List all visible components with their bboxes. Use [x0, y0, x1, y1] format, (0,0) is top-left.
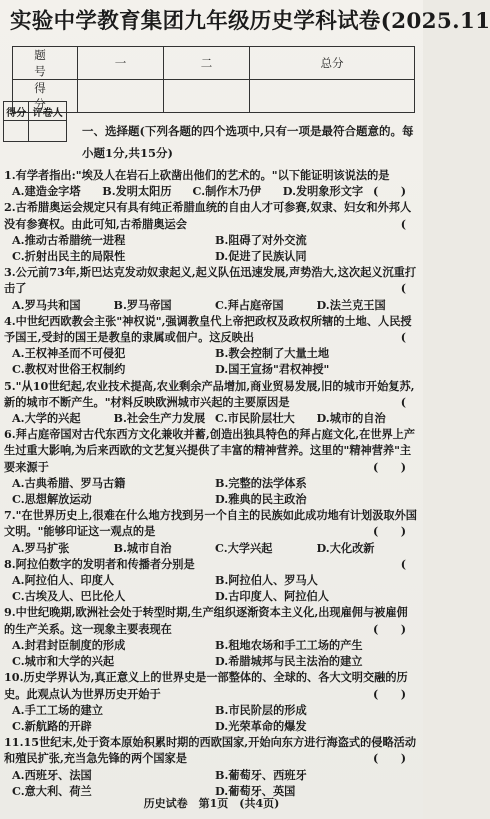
answer-bracket: ( )	[373, 524, 406, 539]
option-a: A.王权神圣而不可侵犯	[12, 346, 126, 361]
answer-bracket: ( )	[373, 686, 406, 701]
score-table-header-row	[13, 47, 415, 80]
question-stem	[4, 734, 418, 766]
option-list	[4, 572, 418, 604]
question-7	[4, 507, 418, 556]
option-c: C.城市和大学的兴起	[12, 654, 115, 669]
grader-box	[3, 101, 67, 142]
score-cell-blank	[78, 80, 164, 113]
option-b: B.罗马帝国	[113, 297, 172, 312]
question-text: 3.公元前73年,斯巴达克发动奴隶起义,起义队伍迅速发展,声势浩大,这次起义沉重打击了	[4, 265, 417, 296]
answer-bracket: ( )	[373, 621, 406, 636]
option-list	[4, 702, 418, 734]
option-b: B.城市自治	[113, 540, 172, 555]
question-6	[4, 426, 418, 507]
score-cell-total: 总分	[249, 47, 414, 80]
score-cell-blank	[163, 80, 249, 113]
option-list	[4, 637, 418, 669]
option-b: B.市民阶层的形成	[215, 702, 307, 717]
option-list	[4, 540, 418, 556]
option-list	[4, 297, 418, 313]
option-a: A.罗马扩张	[12, 540, 70, 555]
score-table	[12, 46, 415, 113]
option-d: D.促进了民族认同	[215, 249, 307, 264]
question-11	[4, 734, 418, 799]
option-c: C.折射出民主的局限性	[12, 249, 126, 264]
question-3	[4, 264, 418, 313]
question-stem	[4, 426, 418, 475]
answer-bracket: (	[400, 216, 406, 231]
question-stem	[4, 556, 418, 572]
question-text: 1.有学者指出:"埃及人在岩石上砍凿出他们的艺术的。"以下能证明该说法的是	[4, 168, 390, 182]
option-d: D.大化改新	[316, 540, 375, 555]
question-text: 10.历史学界认为,真正意义上的世界史是一部整体的、全球的、各大文明交融的历史。此观点认为世界历史开始于	[4, 670, 408, 701]
option-d: D.国王宣扬"君权神授"	[215, 362, 330, 377]
option-d: D.雅典的民主政治	[215, 492, 307, 507]
option-a: A.封君封臣制度的形成	[12, 637, 126, 652]
option-c: C.古埃及人、巴比伦人	[12, 589, 126, 604]
grader-name-label: 评卷人	[29, 102, 67, 121]
question-text: 4.中世纪西欧教会主张"神权说",强调教皇代上帝把政权及政权所辖的土地、人民授予国王,受封的国王是教皇的隶属或佃户。这反映出	[4, 313, 412, 345]
answer-bracket: (	[400, 394, 406, 409]
option-c: C.新航路的开辟	[12, 718, 92, 733]
option-d: D.葡萄牙、英国	[215, 783, 296, 798]
grader-name-blank	[29, 121, 67, 142]
question-10	[4, 669, 418, 734]
option-d: D.发明象形文字	[282, 184, 364, 199]
option-c: C.大学兴起	[215, 540, 273, 555]
option-a: A.大学的兴起	[12, 411, 81, 426]
score-cell-label: 题 号	[13, 47, 78, 80]
option-list	[4, 410, 418, 426]
option-d: D.法兰克王国	[316, 297, 386, 312]
option-list	[4, 475, 418, 507]
answer-bracket: (	[400, 281, 406, 296]
answer-bracket: ( )	[373, 751, 406, 766]
score-cell-score-label: 得 分	[13, 80, 78, 113]
question-stem	[4, 669, 418, 701]
question-text: 5."从10世纪起,农业技术提高,农业剩余产品增加,商业贸易发展,旧的城市开始复苏,新的城市不断产生。"材料反映欧洲城市兴起的主要原因是	[4, 378, 415, 409]
question-9	[4, 604, 418, 669]
option-c: C.制作木乃伊	[192, 184, 262, 199]
option-a: A.建造金字塔	[12, 184, 81, 199]
option-d: D.古印度人、阿拉伯人	[215, 589, 329, 604]
question-2	[4, 199, 418, 264]
option-b: B.阻碍了对外交流	[215, 232, 307, 247]
question-text: 8.阿拉伯数字的发明者和传播者分别是	[4, 556, 195, 571]
score-table-score-row	[13, 80, 415, 113]
option-a: A.古典希腊、罗马古籍	[12, 475, 126, 490]
question-8	[4, 556, 418, 605]
option-c: C.思想解放运动	[12, 492, 92, 507]
question-stem	[4, 199, 418, 231]
question-text: 7."在世界历史上,很难在什么地方找到另一个自主的民族如此成功地有计划汲取外国文明。"能够印证这一观点的是	[4, 508, 417, 539]
option-b: B.租地农场和手工工场的产生	[215, 637, 363, 652]
option-c: C.教权对世俗王权制约	[12, 362, 126, 377]
option-b: B.教会控制了大量土地	[215, 346, 330, 361]
option-b: B.阿拉伯人、罗马人	[215, 573, 318, 588]
option-b: B.社会生产力发展	[113, 411, 206, 426]
question-text: 6.拜占庭帝国对古代东西方文化兼收并蓄,创造出独具特色的拜占庭文化,在世界上产生过重大影响,为后来西欧的文艺复兴提供了丰富的精神营养。这里的"精神营养"主要来源于	[4, 427, 416, 474]
answer-bracket: (	[400, 330, 406, 345]
option-d: D.城市的自治	[316, 411, 386, 426]
question-stem	[4, 378, 418, 410]
option-list	[4, 232, 418, 264]
question-5	[4, 378, 418, 427]
option-c: C.拜占庭帝国	[215, 297, 284, 312]
option-b: B.发明太阳历	[102, 184, 172, 199]
grader-score-label: 得分	[4, 102, 29, 121]
grader-score-blank	[4, 121, 29, 142]
score-cell-part1: 一	[78, 47, 164, 80]
question-4	[4, 313, 418, 378]
exam-title: 实验中学教育集团九年级历史学科试卷(2025.11	[10, 9, 490, 34]
question-text: 11.15世纪末,处于资本原始积累时期的西欧国家,开始向东方进行海盗式的侵略活动和殖民扩张,充当急先锋的两个国家是	[4, 735, 417, 766]
option-list	[4, 183, 373, 199]
option-a: A.阿拉伯人、印度人	[12, 573, 115, 588]
answer-bracket: ( )	[373, 184, 406, 199]
option-d: D.希腊城邦与民主法治的建立	[215, 654, 363, 669]
option-c: C.意大利、荷兰	[12, 783, 92, 798]
option-a: A.罗马共和国	[12, 297, 81, 312]
option-b: B.完整的法学体系	[215, 475, 307, 490]
answer-bracket: (	[400, 556, 406, 571]
option-a: A.手工工场的建立	[12, 702, 103, 717]
question-stem	[4, 264, 418, 296]
question-text: 9.中世纪晚期,欧洲社会处于转型时期,生产组织逐渐资本主义化,出现雇佣与被雇佣的生产关系。这一现象主要表现在	[4, 605, 408, 636]
option-c: C.市民阶层壮大	[215, 411, 295, 426]
question-list	[4, 167, 418, 799]
section-heading: 一、选择题(下列各题的四个选项中,只有一项是最符合题意的。每小题1分,共15分)	[82, 124, 414, 160]
question-stem	[4, 507, 418, 539]
question-stem	[4, 604, 418, 636]
question-text: 2.古希腊奥运会规定只有具有纯正希腊血统的自由人才可参赛,奴隶、妇女和外邦人没有参赛权。由此可知,古希腊奥运会	[4, 200, 412, 231]
option-a: A.推动古希腊统一进程	[12, 232, 126, 247]
option-d: D.光荣革命的爆发	[215, 718, 307, 733]
score-cell-part2: 二	[163, 47, 249, 80]
option-a: A.西班牙、法国	[12, 767, 92, 782]
answer-bracket: ( )	[373, 459, 406, 474]
option-list	[4, 345, 418, 377]
option-b: B.葡萄牙、西班牙	[215, 767, 307, 782]
question-stem	[4, 313, 418, 345]
page-footer: 历史试卷 第1页 (共4页)	[143, 797, 280, 810]
question-1	[4, 167, 418, 199]
score-cell-blank	[249, 80, 414, 113]
